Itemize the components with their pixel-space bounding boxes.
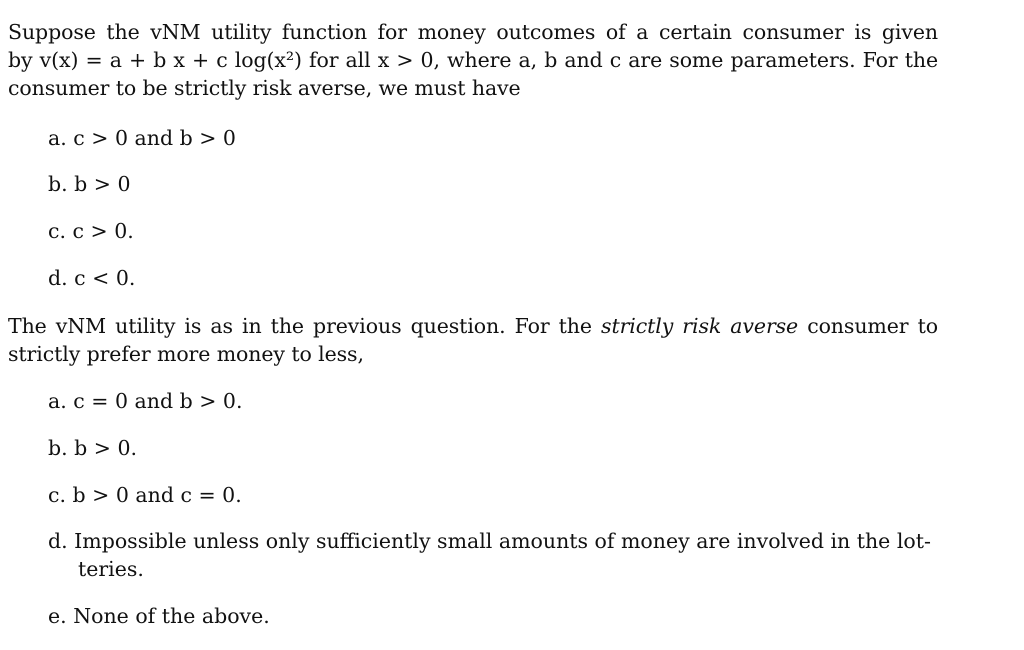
option-marker: a. xyxy=(48,126,67,150)
question-2 xyxy=(8,312,938,368)
question-2-option-c xyxy=(48,481,242,509)
option-marker: c. xyxy=(48,483,66,507)
option-text: b > 0 xyxy=(74,172,131,196)
stem-emphasis: strictly risk averse xyxy=(601,314,799,338)
option-text-line-2: teries. xyxy=(78,557,144,581)
option-text: c < 0. xyxy=(74,266,136,290)
question-1-stem xyxy=(8,18,938,102)
question-2-option-b xyxy=(48,434,137,462)
option-text: c > 0. xyxy=(72,219,134,243)
stem-text: consumer to xyxy=(807,314,938,338)
option-marker: a. xyxy=(48,389,67,413)
question-1 xyxy=(8,18,938,102)
question-2-stem xyxy=(8,312,938,368)
option-text: None of the above. xyxy=(73,604,270,628)
question-2-stem-line-2: strictly prefer more money to less, xyxy=(8,342,364,366)
question-1-option-d xyxy=(48,264,135,292)
option-text: b > 0. xyxy=(74,436,138,460)
question-1-option-a xyxy=(48,124,236,152)
question-2-option-e xyxy=(48,602,270,630)
question-1-option-b xyxy=(48,170,131,198)
option-marker: e. xyxy=(48,604,67,628)
option-marker: c. xyxy=(48,219,66,243)
question-2-option-a xyxy=(48,387,243,415)
option-text: c = 0 and b > 0. xyxy=(73,389,243,413)
option-marker: b. xyxy=(48,436,68,460)
option-text: c > 0 and b > 0 xyxy=(73,126,236,150)
question-1-stem-line-2: by v(x) = a + b x + c log(x²) for all x > 0, where a, b and c are some parameters. For the xyxy=(8,48,938,72)
question-2-stem-line-1 xyxy=(8,312,938,340)
option-marker: d. xyxy=(48,529,68,553)
option-marker: b. xyxy=(48,172,68,196)
question-2-option-d xyxy=(48,527,933,583)
option-text: b > 0 and c = 0. xyxy=(72,483,242,507)
question-1-stem-line-1: Suppose the vNM utility function for money outcomes of a certain consumer is given xyxy=(8,20,938,44)
stem-text: The vNM utility is as in the previous question. For the xyxy=(8,314,592,338)
option-marker: d. xyxy=(48,266,68,290)
question-1-stem-line-3: consumer to be strictly risk averse, we must have xyxy=(8,76,521,100)
option-text-line-1: Impossible unless only sufficiently small amounts of money are involved in the lot- xyxy=(74,529,931,553)
question-1-option-c xyxy=(48,217,134,245)
